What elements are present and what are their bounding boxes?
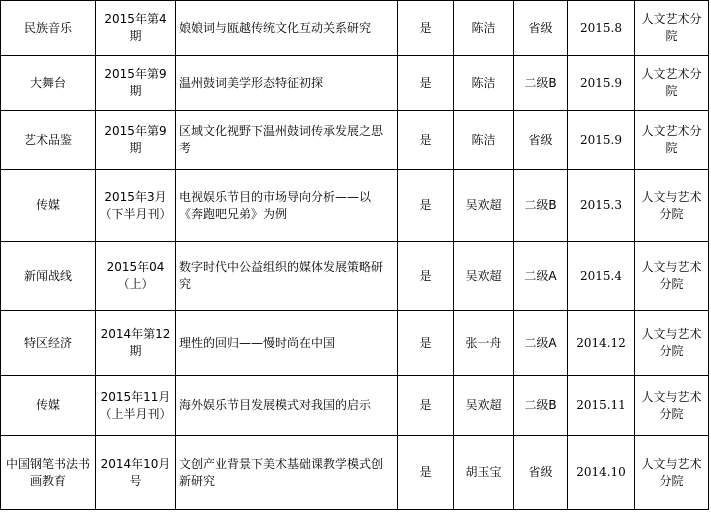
journal-cell: 艺术品鉴 bbox=[1, 111, 96, 170]
journal-cell: 传媒 bbox=[1, 170, 96, 242]
author-cell: 吴欢超 bbox=[454, 170, 514, 242]
issue-cell: 2015年04（上） bbox=[96, 242, 176, 311]
dept-cell: 人文艺术分院 bbox=[635, 1, 709, 56]
issue-cell: 2015年3月（下半月刊） bbox=[96, 170, 176, 242]
title-cell: 海外娱乐节目发展模式对我国的启示 bbox=[176, 376, 398, 436]
author-cell: 陈洁 bbox=[454, 56, 514, 111]
level-cell: 二级A bbox=[514, 242, 568, 311]
date-cell: 2015.9 bbox=[568, 111, 635, 170]
title-cell: 数字时代中公益组织的媒体发展策略研究 bbox=[176, 242, 398, 311]
dept-cell: 人文与艺术分院 bbox=[635, 170, 709, 242]
journal-cell: 民族音乐 bbox=[1, 1, 96, 56]
level-cell: 二级A bbox=[514, 311, 568, 376]
level-cell: 省级 bbox=[514, 1, 568, 56]
level-cell: 二级B bbox=[514, 170, 568, 242]
issue-cell: 2015年第9期 bbox=[96, 56, 176, 111]
date-cell: 2015.4 bbox=[568, 242, 635, 311]
date-cell: 2015.11 bbox=[568, 376, 635, 436]
title-cell: 文创产业背景下美术基础课教学模式创新研究 bbox=[176, 436, 398, 510]
dept-cell: 人文与艺术分院 bbox=[635, 242, 709, 311]
table-row bbox=[1, 242, 709, 311]
flag-cell: 是 bbox=[398, 170, 454, 242]
dept-cell: 人文艺术分院 bbox=[635, 56, 709, 111]
table-row bbox=[1, 376, 709, 436]
table-row bbox=[1, 436, 709, 510]
author-cell: 胡玉宝 bbox=[454, 436, 514, 510]
title-cell: 理性的回归——慢时尚在中国 bbox=[176, 311, 398, 376]
table-row bbox=[1, 170, 709, 242]
flag-cell: 是 bbox=[398, 111, 454, 170]
author-cell: 陈洁 bbox=[454, 111, 514, 170]
title-cell: 温州鼓词美学形态特征初探 bbox=[176, 56, 398, 111]
date-cell: 2015.3 bbox=[568, 170, 635, 242]
issue-cell: 2015年11月（上半月刊） bbox=[96, 376, 176, 436]
level-cell: 二级B bbox=[514, 376, 568, 436]
date-cell: 2014.12 bbox=[568, 311, 635, 376]
title-cell: 区域文化视野下温州鼓词传承发展之思考 bbox=[176, 111, 398, 170]
table-body bbox=[1, 1, 709, 510]
flag-cell: 是 bbox=[398, 56, 454, 111]
issue-cell: 2014年10月号 bbox=[96, 436, 176, 510]
issue-cell: 2015年第4期 bbox=[96, 1, 176, 56]
dept-cell: 人文艺术分院 bbox=[635, 111, 709, 170]
table-row bbox=[1, 111, 709, 170]
flag-cell: 是 bbox=[398, 311, 454, 376]
table-row bbox=[1, 1, 709, 56]
dept-cell: 人文与艺术分院 bbox=[635, 376, 709, 436]
flag-cell: 是 bbox=[398, 1, 454, 56]
table-row bbox=[1, 56, 709, 111]
level-cell: 省级 bbox=[514, 111, 568, 170]
journal-cell: 传媒 bbox=[1, 376, 96, 436]
author-cell: 张一舟 bbox=[454, 311, 514, 376]
title-cell: 电视娱乐节目的市场导向分析——以《奔跑吧兄弟》为例 bbox=[176, 170, 398, 242]
flag-cell: 是 bbox=[398, 242, 454, 311]
author-cell: 吴欢超 bbox=[454, 242, 514, 311]
table-row bbox=[1, 311, 709, 376]
dept-cell: 人文与艺术分院 bbox=[635, 436, 709, 510]
journal-cell: 特区经济 bbox=[1, 311, 96, 376]
date-cell: 2015.9 bbox=[568, 56, 635, 111]
flag-cell: 是 bbox=[398, 376, 454, 436]
author-cell: 吴欢超 bbox=[454, 376, 514, 436]
dept-cell: 人文与艺术分院 bbox=[635, 311, 709, 376]
date-cell: 2015.8 bbox=[568, 1, 635, 56]
issue-cell: 2014年第12期 bbox=[96, 311, 176, 376]
journal-cell: 新闻战线 bbox=[1, 242, 96, 311]
issue-cell: 2015年第9期 bbox=[96, 111, 176, 170]
date-cell: 2014.10 bbox=[568, 436, 635, 510]
journal-cell: 大舞台 bbox=[1, 56, 96, 111]
journal-cell: 中国钢笔书法书画教育 bbox=[1, 436, 96, 510]
level-cell: 二级B bbox=[514, 56, 568, 111]
title-cell: 娘娘词与瓯越传统文化互动关系研究 bbox=[176, 1, 398, 56]
flag-cell: 是 bbox=[398, 436, 454, 510]
level-cell: 省级 bbox=[514, 436, 568, 510]
author-cell: 陈洁 bbox=[454, 1, 514, 56]
